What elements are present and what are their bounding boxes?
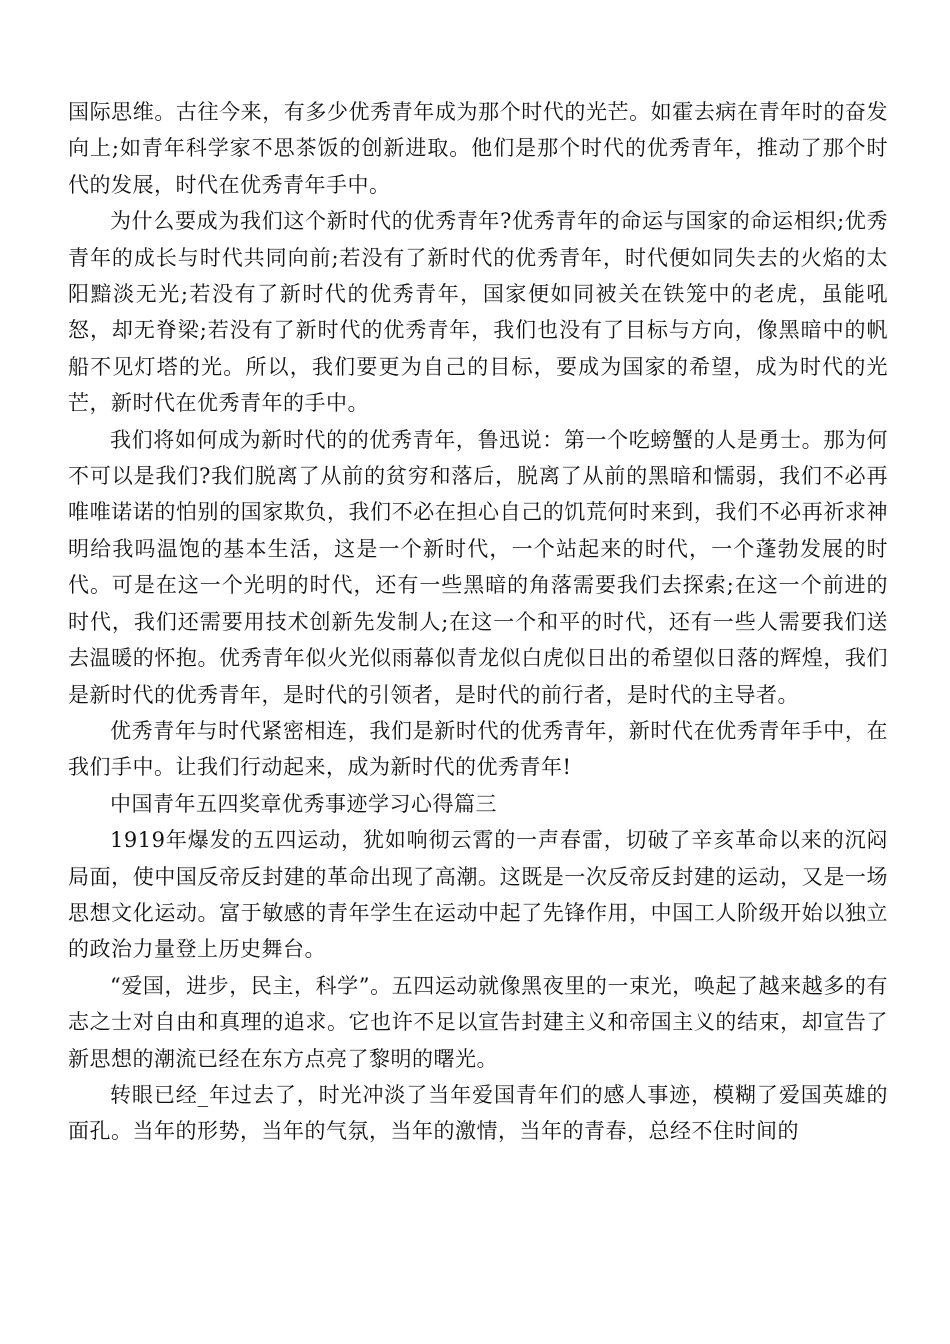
paragraph-1: 国际思维。古往今来，有多少优秀青年成为那个时代的光芒。如霍去病在青年时的奋发向上;如青年科学家不思茶饭的创新进取。他们是那个时代的优秀青年，推动了那个时代的发展，时代在优秀青年手中。 [68,100,888,197]
paragraph-4: 优秀青年与时代紧密相连，我们是新时代的优秀青年，新时代在优秀青年手中，在我们手中。让我们行动起来，成为新时代的优秀青年! [68,718,888,780]
paragraph-2: 为什么要成为我们这个新时代的优秀青年?优秀青年的命运与国家的命运相织;优秀青年的成长与时代共同向前;若没有了新时代的优秀青年，时代便如同失去的火焰的太阳黯淡无光;若没有了新时代的优秀青年，国家便如同被关在铁笼中的老虎，虽能吼怒，却无脊梁;若没有了新时代的优秀青年，我们也没有了目标与方向，像黑暗中的帆船不见灯塔的光。所以，我们要更为自己的目标，要成为国家的希望，成为时代的光芒，新时代在优秀青年的手中。 [68,209,888,416]
document-page [68,94,888,1150]
paragraph-3: 我们将如何成为新时代的的优秀青年，鲁迅说：第一个吃螃蟹的人是勇士。那为何不可以是我们?我们脱离了从前的贫穷和落后，脱离了从前的黑暗和懦弱，我们不必再唯唯诺诺的怕别的国家欺负，我们不必在担心自己的饥荒何时来到，我们不必再祈求神明给我吗温饱的基本生活，这是一个新时代，一个站起来的时代，一个蓬勃发展的时代。可是在这一个光明的时代，还有一些黑暗的角落需要我们去探索;在这一个前进的时代，我们还需要用技术创新先发制人;在这一个和平的时代，还有一些人需要我们送去温暖的怀抱。优秀青年似火光似雨幕似青龙似白虎似日出的希望似日落的辉煌，我们是新时代的优秀青年，是时代的引领者，是时代的前行者，是时代的主导者。 [68,427,888,707]
paragraph-6: “爱国，进步，民主，科学”。五四运动就像黑夜里的一束光，唤起了越来越多的有志之士对自由和真理的追求。它也许不足以宣告封建主义和帝国主义的结束，却宣告了新思想的潮流已经在东方点亮了黎明的曙光。 [68,973,888,1071]
paragraph-7: 转眼已经_年过去了，时光冲淡了当年爱国青年们的感人事迹，模糊了爱国英雄的面孔。当年的形势，当年的气氛，当年的激情，当年的青春，总经不住时间的 [68,1082,888,1144]
paragraph-5: 1919年爆发的五四运动，犹如响彻云霄的一声春雷，切破了辛亥革命以来的沉闷局面，使中国反帝反封建的革命出现了高潮。这既是一次反帝反封建的运动，又是一场思想文化运动。富于敏感的青年学生在运动中起了先锋作用，中国工人阶级开始以独立的政治力量登上历史舞台。 [68,828,888,962]
section-heading: 中国青年五四奖章优秀事迹学习心得篇三 [110,791,497,816]
